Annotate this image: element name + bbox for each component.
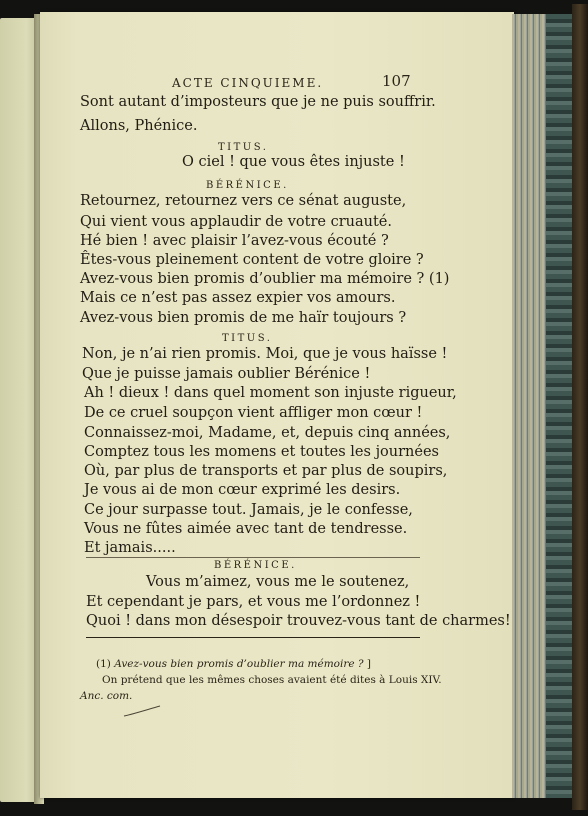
facing-page-edge: [0, 18, 38, 802]
verse-line: De ce cruel soupçon vient affliger mon cœur !: [84, 405, 423, 421]
footnote-bracket: ]: [366, 658, 372, 670]
page-number: 107: [382, 72, 411, 90]
verse-line: Comptez tous les momens et toutes les journées: [84, 444, 440, 460]
pen-mark: [122, 704, 162, 718]
verse-line: Qui vient vous applaudir de votre cruauté.: [80, 214, 392, 230]
verse-line: Retournez, retournez vers ce sénat auguste,: [80, 193, 407, 209]
speaker-name: BÉRÉNICE.: [206, 180, 289, 191]
verse-line: Ah ! dieux ! dans quel moment son injuste rigueur,: [84, 385, 457, 401]
footnote-rule: [86, 637, 420, 638]
verse-line: Mais ce n’est pas assez expier vos amours.: [80, 290, 396, 306]
verse-line: Hé bien ! avec plaisir l’avez-vous écouté ?: [80, 233, 389, 249]
page-stack-edge: [512, 14, 574, 798]
dialogue-rule: [86, 557, 420, 558]
book-cover-edge: [572, 4, 588, 810]
verse-line: Où, par plus de transports et par plus de soupirs,: [84, 463, 448, 479]
verse-line: Et jamais.....: [84, 540, 176, 556]
verse-line: Avez-vous bien promis de me haïr toujours ?: [80, 310, 407, 326]
verse-line: Allons, Phénice.: [80, 118, 198, 134]
verse-line: Vous m’aimez, vous me le soutenez,: [146, 574, 410, 590]
footnote-marker: (1): [96, 658, 111, 670]
speaker-name: BÉRÉNICE.: [214, 560, 297, 571]
verse-line: Je vous ai de mon cœur exprimé les desirs.: [84, 482, 401, 498]
verse-line: Que je puisse jamais oublier Bérénice !: [82, 366, 371, 382]
verse-line: Avez-vous bien promis d’oublier ma mémoire ? (1): [80, 271, 450, 287]
footnote-text: On prétend que les mêmes choses avaient été dites à Louis XIV.: [102, 674, 442, 686]
verse-line: Non, je n’ai rien promis. Moi, que je vous haïsse !: [82, 346, 448, 362]
verse-line: Et cependant je pars, et vous me l’ordonnez !: [86, 594, 421, 610]
verse-line: Ce jour surpasse tout. Jamais, je le confesse,: [84, 502, 413, 518]
speaker-name: TITUS.: [222, 333, 273, 344]
speaker-name: TITUS.: [218, 142, 269, 153]
footnote-citation: [96, 658, 371, 670]
footnote-quote: Avez-vous bien promis d’oublier ma mémoire ?: [114, 658, 364, 670]
verse-line: Quoi ! dans mon désespoir trouvez-vous tant de charmes!: [86, 613, 511, 629]
running-head: ACTE CINQUIEME.: [172, 76, 324, 90]
footnote-source: Anc. com.: [80, 690, 133, 702]
verse-line: Connaissez-moi, Madame, et, depuis cinq années,: [84, 425, 451, 441]
verse-line: Vous ne fûtes aimée avec tant de tendresse.: [84, 521, 408, 537]
verse-line: Sont autant d’imposteurs que je ne puis souffrir.: [80, 94, 436, 110]
verse-line: Êtes-vous pleinement content de votre gloire ?: [80, 252, 424, 268]
verse-line: O ciel ! que vous êtes injuste !: [182, 154, 405, 170]
